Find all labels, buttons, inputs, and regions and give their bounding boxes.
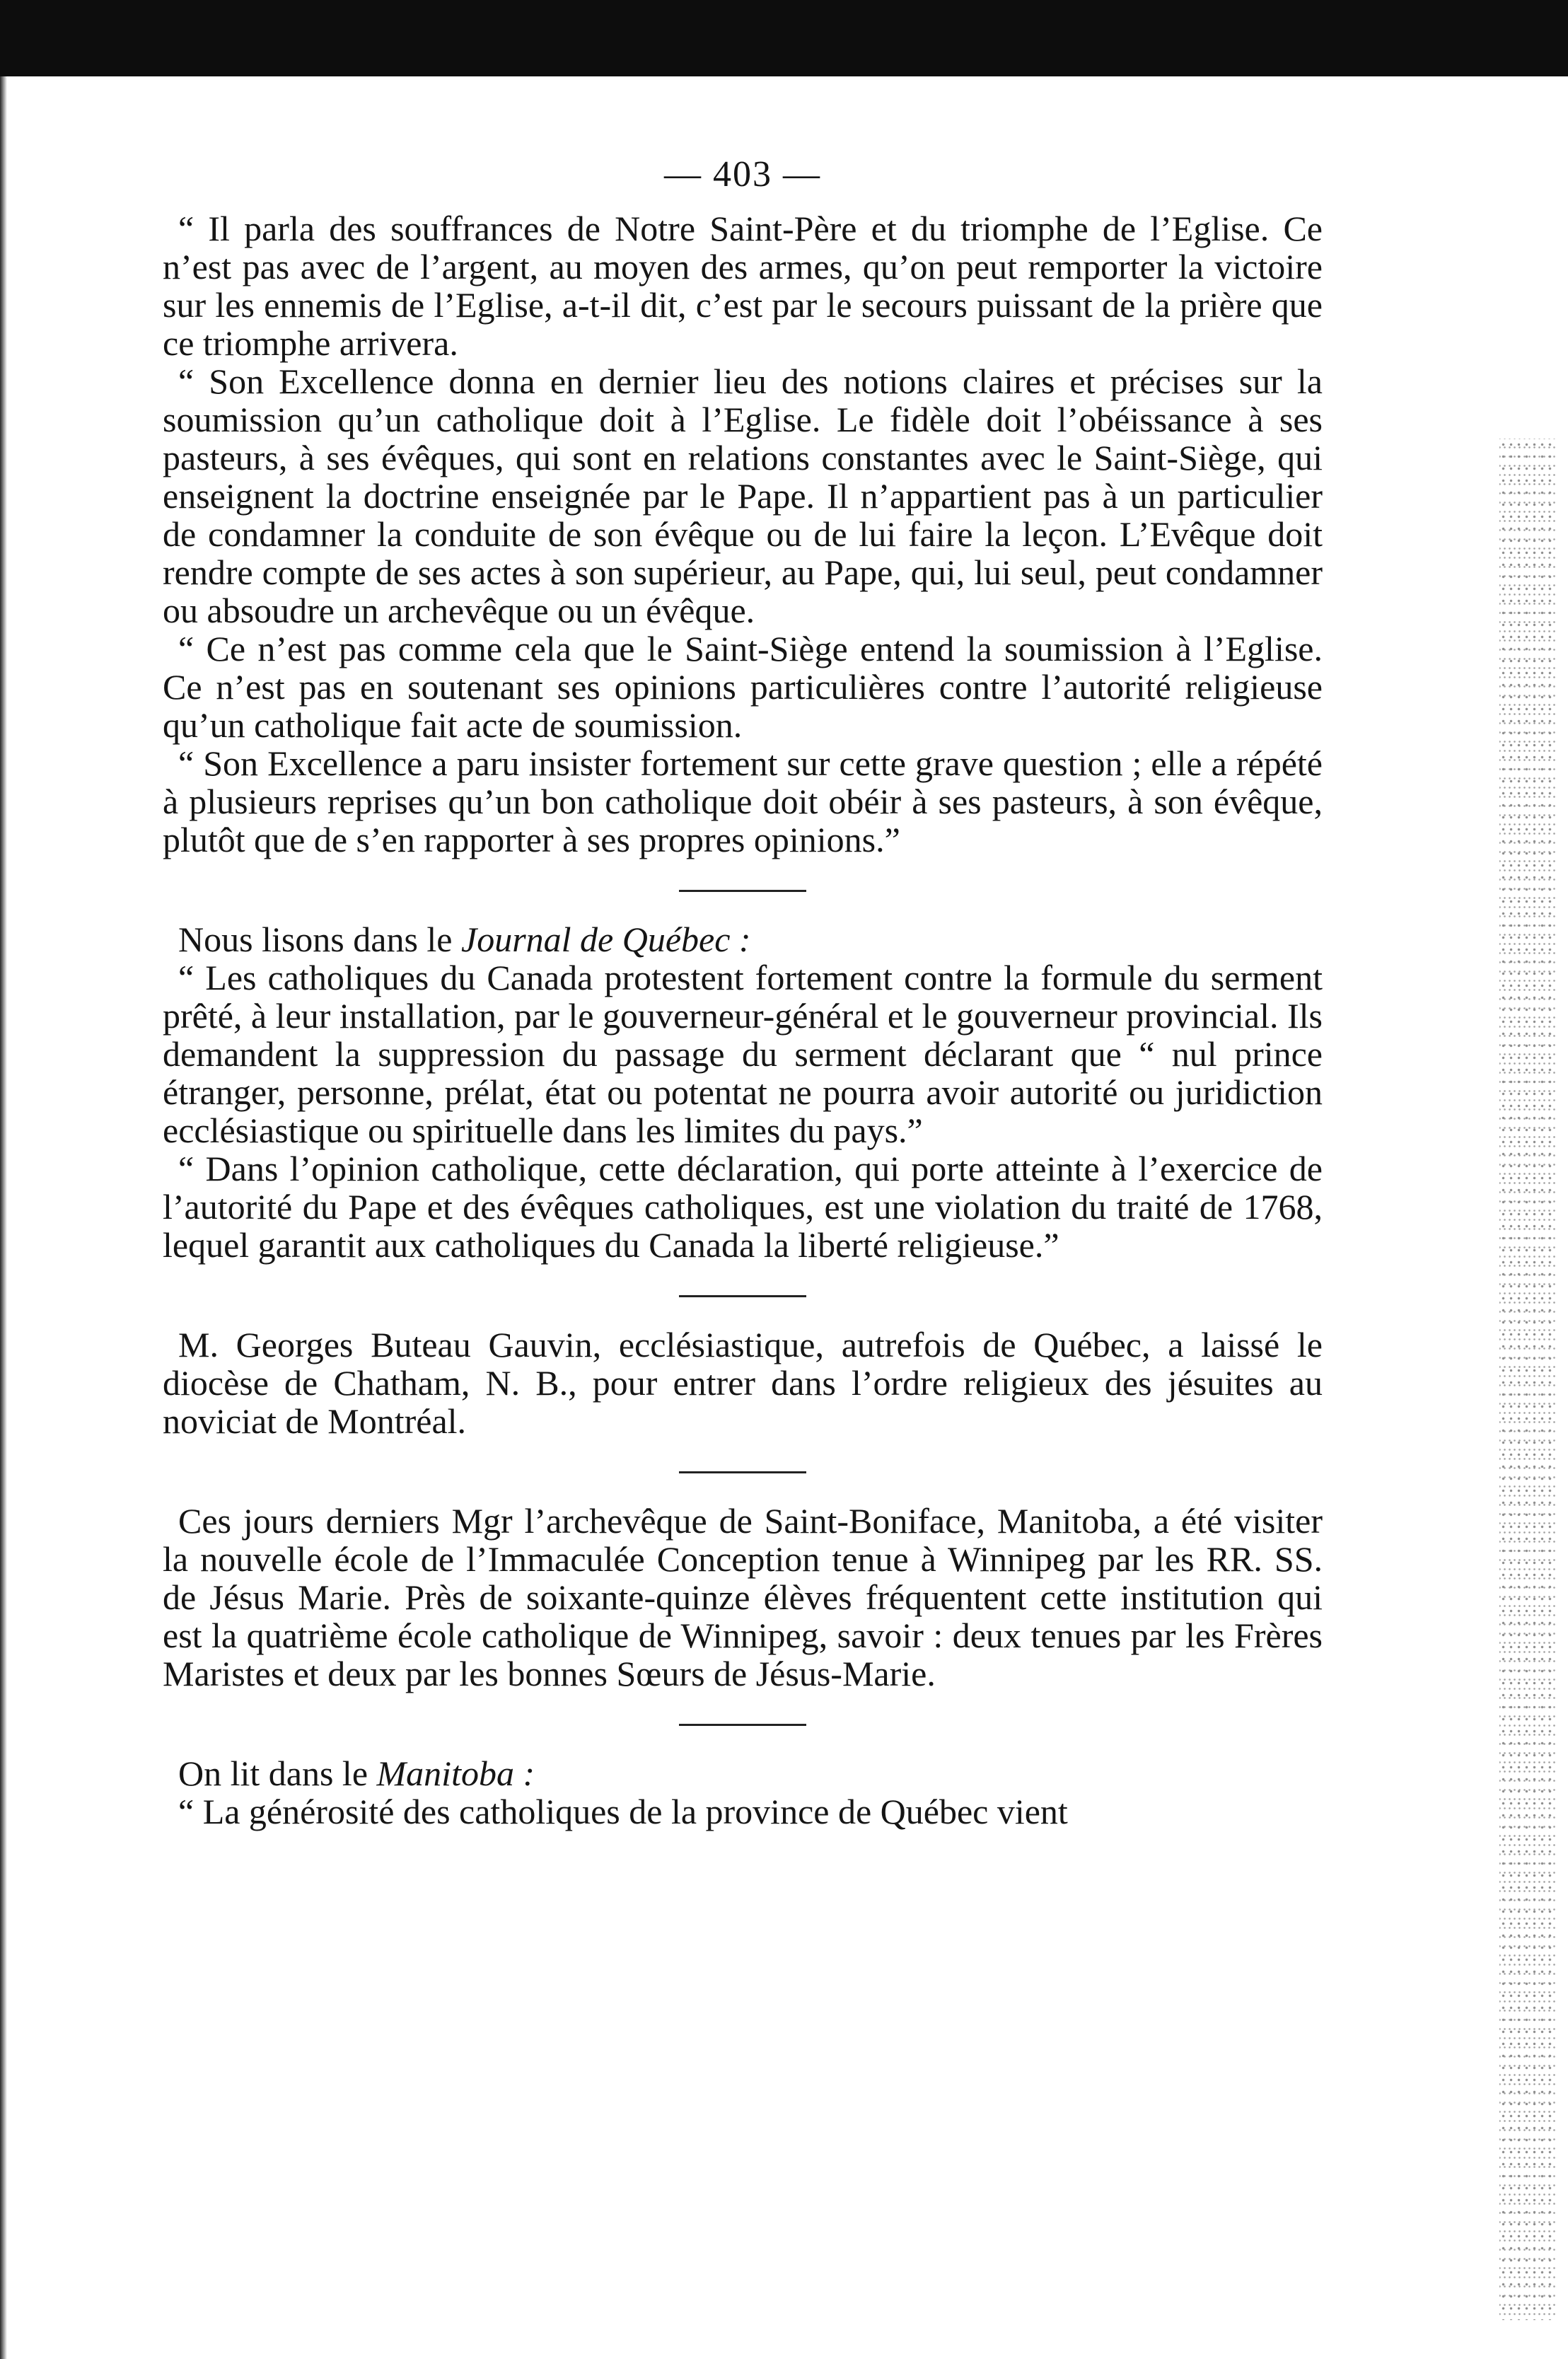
- quote-intro: [163, 920, 1323, 958]
- scan-top-border: [0, 0, 1568, 76]
- paragraph: “ Dans l’opinion catholique, cette déclaration, qui porte atteinte à l’exercice de l’autorité du Pape et des évêques catholiques, est une violation du traité de 1768, lequel garantit aux catholiques du Canada la liberté religieuse.”: [163, 1149, 1323, 1265]
- page-number: — 403 —: [664, 154, 821, 195]
- paragraph: Ces jours derniers Mgr l’archevêque de Saint-Boniface, Manitoba, a été visiter la nouvelle école de l’Immaculée Conception tenue à Winnipeg par les RR. SS. de Jésus Marie. Près de soixante-quinze élèves fréquentent cette institution qui est la quatrième école catholique de Winnipeg, savoir : deux tenues par les Frères Maristes et deux par les bonnes Sœurs de Jésus-Marie.: [163, 1501, 1323, 1693]
- document-page: [163, 156, 1323, 1831]
- paragraph: “ Il parla des souffrances de Notre Saint-Père et du triomphe de l’Eglise. Ce n’est pas avec de l’argent, au moyen des armes, qu’on peut remporter la victoire sur les ennemis de l’Eglise, a-t-il dit, c’est par le secours puissant de la prière que ce triomphe arrivera.: [163, 209, 1323, 363]
- paragraph: “ Son Excellence donna en dernier lieu des notions claires et précises sur la soumission qu’un catholique doit à l’Eglise. Le fidèle doit l’obéissance à ses pasteurs, à ses évêques, qui sont en relations constantes avec le Saint-Siège, qui enseignent la doctrine enseignée par le Pape. Il n’appartient pas à un particulier de condamner la conduite de son évêque ou de lui faire la leçon. L’Evêque doit rendre compte de ses actes à son supérieur, au Pape, qui, lui seul, peut condamner ou absoudre un archevêque ou un évêque.: [163, 361, 1323, 630]
- section-divider: [679, 1295, 806, 1297]
- section-divider: [679, 1471, 806, 1473]
- paragraph: “ La générosité des catholiques de la province de Québec vient: [178, 1792, 1068, 1831]
- quote-source: Manitoba :: [376, 1754, 535, 1793]
- body-text: [163, 209, 1323, 1831]
- paragraph: “ Les catholiques du Canada protestent fortement contre la formule du serment prêté, à leur installation, par le gouverneur-général et le gouverneur provincial. Ils demandent la suppression du passage du serment déclarant que “ nul prince étranger, personne, prélat, état ou potentat ne pourra avoir autorité ou juridiction ecclésiastique ou spirituelle dans les limites du pays.”: [163, 958, 1323, 1150]
- scan-margin-noise: [1499, 439, 1556, 2320]
- paragraph: “ Ce n’est pas comme cela que le Saint-Siège entend la soumission à l’Eglise. Ce n’est pas en soutenant ses opinions particulières contre l’autorité religieuse qu’un catholique fait acte de soumission.: [163, 629, 1323, 745]
- quote-intro: [163, 1754, 1323, 1792]
- scan-left-edge: [0, 76, 7, 2359]
- section-divider: [679, 890, 806, 892]
- paragraph: M. Georges Buteau Gauvin, ecclésiastique, autrefois de Québec, a laissé le diocèse de Chatham, N. B., pour entrer dans l’ordre religieux des jésuites au noviciat de Montréal.: [163, 1325, 1323, 1441]
- quote-source: Journal de Québec :: [461, 920, 751, 959]
- paragraph: “ Son Excellence a paru insister fortement sur cette grave question ; elle a répété à plusieurs reprises qu’un bon catholique doit obéir à ses pasteurs, à son évêque, plutôt que de s’en rapporter à ses propres opinions.”: [163, 743, 1323, 859]
- quote-intro-text: Nous lisons dans le: [178, 920, 461, 959]
- section-divider: [679, 1724, 806, 1726]
- quote-intro-text: On lit dans le: [178, 1754, 377, 1793]
